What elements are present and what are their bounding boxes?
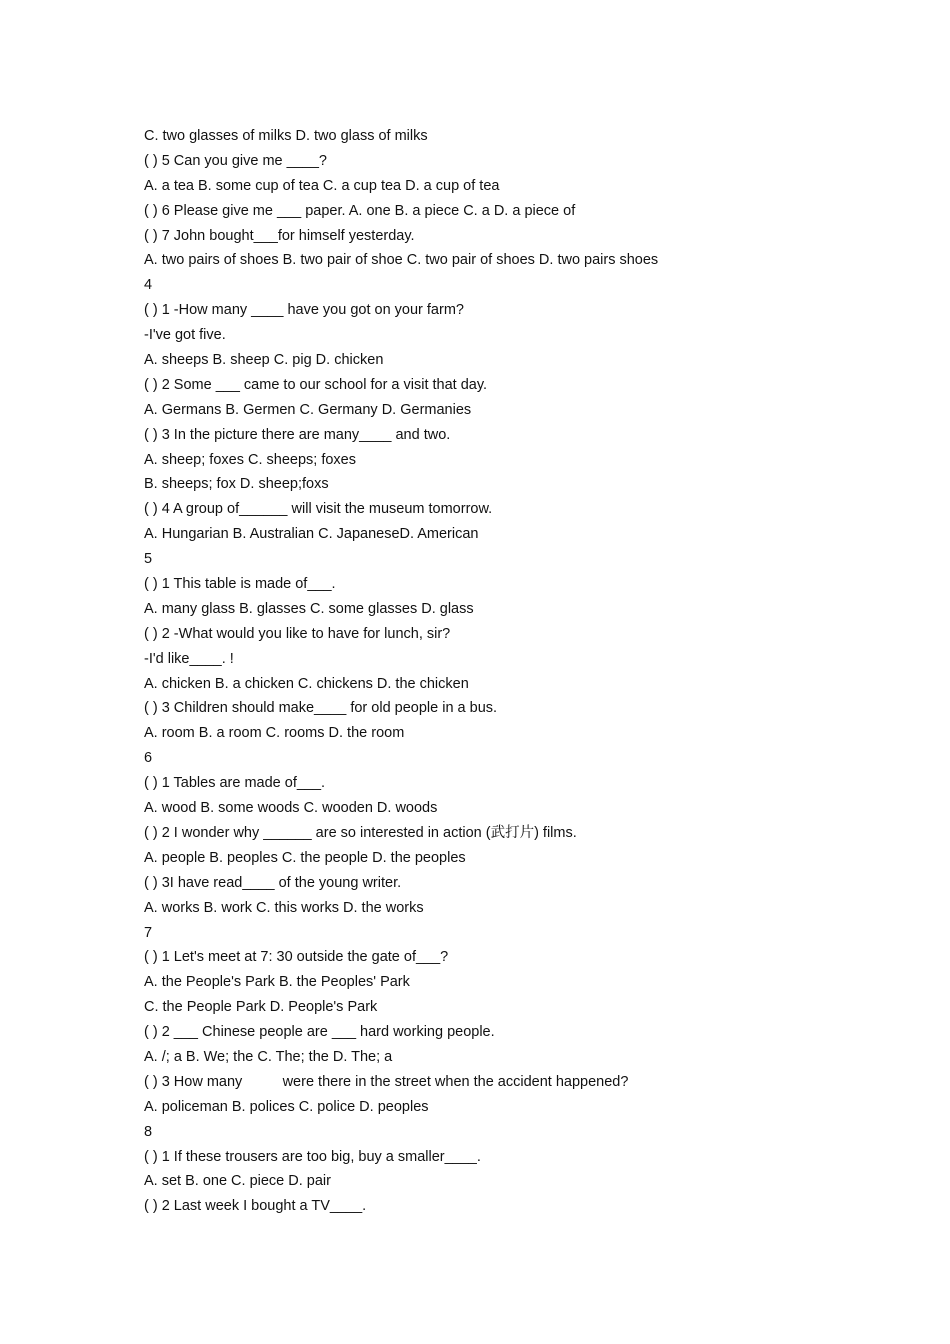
question-line: ( ) 3 Children should make____ for old people in a bus. xyxy=(144,700,498,717)
question-line: ( ) 2 I wonder why ______ are so interested in action (武打片) films. xyxy=(144,824,577,841)
answer-options: A. a tea B. some cup of tea C. a cup tea D. a cup of tea xyxy=(144,177,500,194)
answer-options: B. sheeps; fox D. sheep;foxs xyxy=(144,476,329,493)
answer-options: A. people B. peoples C. the people D. the peoples xyxy=(144,849,466,866)
question-line: ( ) 1 -How many ____ have you got on your farm? xyxy=(144,302,464,319)
answer-options: A. set B. one C. piece D. pair xyxy=(144,1173,331,1190)
answer-options: A. Germans B. Germen C. Germany D. Germanies xyxy=(144,401,472,418)
section-number: 8 xyxy=(144,1123,153,1140)
question-line: ( ) 1 Tables are made of___. xyxy=(144,775,326,792)
answer-options: A. Hungarian B. Australian C. JapaneseD. American xyxy=(144,526,479,543)
question-line: ( ) 7 John bought___for himself yesterday. xyxy=(144,227,415,244)
answer-options: A. /; a B. We; the C. The; the D. The; a xyxy=(144,1048,393,1065)
section-number: 4 xyxy=(144,277,153,294)
question-line: ( ) 1 This table is made of___. xyxy=(144,576,336,593)
answer-options: A. two pairs of shoes B. two pair of shoe C. two pair of shoes D. two pairs shoes xyxy=(144,252,659,269)
answer-options: A. sheep; foxes C. sheeps; foxes xyxy=(144,451,356,468)
document-body xyxy=(144,124,864,1219)
answer-options: A. policeman B. polices C. police D. peoples xyxy=(144,1098,429,1115)
question-line: ( ) 6 Please give me ___ paper. A. one B. a piece C. a D. a piece of xyxy=(144,202,576,219)
question-line: ( ) 4 A group of______ will visit the museum tomorrow. xyxy=(144,501,493,518)
question-line: ( ) 2 Some ___ came to our school for a visit that day. xyxy=(144,376,488,393)
question-line: ( ) 3I have read____ of the young writer. xyxy=(144,874,402,891)
question-line: ( ) 1 If these trousers are too big, buy a smaller____. xyxy=(144,1148,481,1165)
answer-options: A. the People's Park B. the Peoples' Park xyxy=(144,974,410,991)
answer-options: A. many glass B. glasses C. some glasses D. glass xyxy=(144,600,474,617)
answer-options: A. wood B. some woods C. wooden D. woods xyxy=(144,800,438,817)
dialogue-line: -I'd like____. ! xyxy=(144,650,234,667)
answer-options: A. works B. work C. this works D. the works xyxy=(144,899,424,916)
question-line: ( ) 1 Let's meet at 7: 30 outside the gate of___? xyxy=(144,949,449,966)
section-number: 5 xyxy=(144,551,153,568)
question-line: ( ) 2 ___ Chinese people are ___ hard working people. xyxy=(144,1024,495,1041)
section-number: 7 xyxy=(144,924,153,941)
section-number: 6 xyxy=(144,750,153,767)
text-line: C. two glasses of milks D. two glass of milks xyxy=(144,128,428,144)
question-line: ( ) 5 Can you give me ____? xyxy=(144,152,327,169)
question-line: ( ) 2 -What would you like to have for lunch, sir? xyxy=(144,625,451,642)
question-line: ( ) 2 Last week I bought a TV____. xyxy=(144,1198,367,1215)
answer-options: A. room B. a room C. rooms D. the room xyxy=(144,725,405,742)
answer-options: A. sheeps B. sheep C. pig D. chicken xyxy=(144,352,384,369)
question-line: ( ) 3 How many were there in the street when the accident happened? xyxy=(144,1073,629,1090)
dialogue-line: -I've got five. xyxy=(144,327,226,344)
question-line: ( ) 3 In the picture there are many____ and two. xyxy=(144,426,451,443)
answer-options: C. the People Park D. People's Park xyxy=(144,999,378,1016)
answer-options: A. chicken B. a chicken C. chickens D. the chicken xyxy=(144,675,469,692)
